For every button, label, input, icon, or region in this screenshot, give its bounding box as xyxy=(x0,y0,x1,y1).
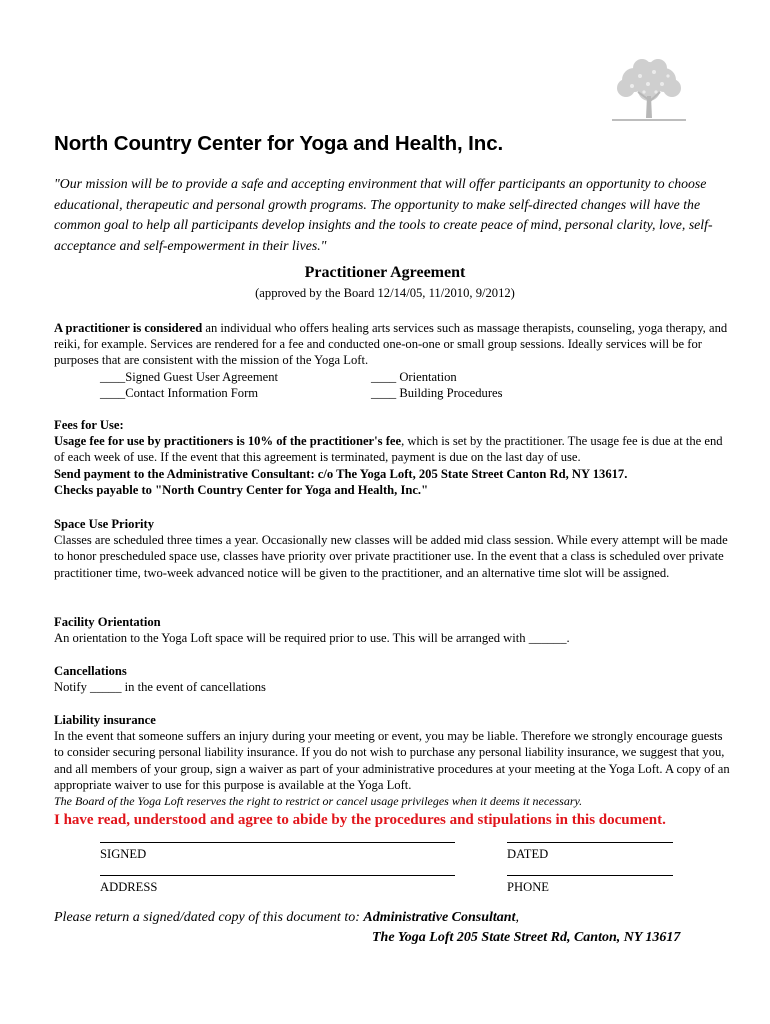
orientation-text: An orientation to the Yoga Loft space will be required prior to use. This will be arranged with ______. xyxy=(54,631,570,646)
practitioner-definition-lead: A practitioner is considered xyxy=(54,321,203,335)
organization-title: North Country Center for Yoga and Health, Inc. xyxy=(54,132,504,155)
address-line[interactable] xyxy=(100,875,455,876)
orientation-heading: Facility Orientation xyxy=(54,615,161,629)
checklist-item-guest-agreement: ____Signed Guest User Agreement xyxy=(100,370,279,384)
cancellations-text: Notify _____ in the event of cancellations xyxy=(54,680,266,695)
signed-label: SIGNED xyxy=(100,847,147,861)
return-recipient: Administrative Consultant xyxy=(363,910,516,925)
return-address: The Yoga Loft 205 State Street Rd, Canton, NY 13617 xyxy=(372,930,681,945)
fees-payment-address: Send payment to the Administrative Consultant: c/o The Yoga Loft, 205 State Street Canton Rd, NY 13617. xyxy=(54,466,628,481)
phone-label: PHONE xyxy=(507,880,549,894)
tree-icon xyxy=(604,56,694,128)
dated-label: DATED xyxy=(507,847,549,861)
space-use-text: Classes are scheduled three times a year. Occasionally new classes will be added mid class session. While every attempt will be made to honor prescheduled space use, classes have priority over private practitioner use. In the event that a class is scheduled over private practitioner time, two-week advanced notice will be given to the practitioner, and an alternative time slot will be assigned. xyxy=(54,533,728,580)
orientation-section xyxy=(54,614,734,646)
space-use-section xyxy=(54,516,734,581)
phone-line[interactable] xyxy=(507,875,673,876)
fees-checks-payable: Checks payable to "North Country Center for Yoga and Health, Inc." xyxy=(54,482,429,497)
date-line[interactable] xyxy=(507,842,673,843)
practitioner-definition xyxy=(54,320,734,369)
cancellations-heading: Cancellations xyxy=(54,664,127,678)
agreement-title: Practitioner Agreement xyxy=(304,264,466,281)
checklist-item-contact-form: ____Contact Information Form xyxy=(100,386,259,400)
return-suffix: , xyxy=(515,910,519,925)
liability-heading: Liability insurance xyxy=(54,713,156,727)
liability-section xyxy=(54,712,734,809)
checklist-item-orientation: ____ Orientation xyxy=(371,370,457,384)
fees-body xyxy=(54,433,734,465)
agreement-confirmation: I have read, understood and agree to abide by the procedures and stipulations in this document. xyxy=(54,812,666,828)
signature-line[interactable] xyxy=(100,842,455,843)
fees-rate: Usage fee for use by practitioners is 10% of the practitioner's fee xyxy=(54,434,402,449)
practitioner-definition-text: an individual who offers healing arts services such as massage therapists, counseling, yoga therapy, and reiki, for example. Services are rendered for a fee and conducted one-on-one or small group sessions. Ideally services will be for purposes that are consistent with the mission of the Yoga Loft. xyxy=(54,321,728,368)
fees-section xyxy=(54,417,734,498)
fees-text: , which is set by the practitioner. The usage fee is due at the end of each week of use. If the event that this agreement is terminated, payment is due on the last day of use. xyxy=(54,434,723,465)
cancellations-section xyxy=(54,663,734,695)
mission-statement: "Our mission will be to provide a safe and accepting environment that will offer participants an opportunity to choose educational, therapeutic and personal growth programs. The opportunity to make self-directed changes will have the common goal to help all participants develop insights and the tools to create peace of mind, personal clarity, love, self-acceptance and self-empowerment in their lives." xyxy=(54,176,713,253)
address-label: ADDRESS xyxy=(100,880,158,894)
fees-heading: Fees for Use: xyxy=(54,418,124,432)
checklist-item-building-procedures: ____ Building Procedures xyxy=(371,386,503,400)
approval-dates: (approved by the Board 12/14/05, 11/2010, 9/2012) xyxy=(255,286,515,300)
return-instructions xyxy=(54,909,519,927)
liability-text: In the event that someone suffers an injury during your meeting or event, you may be liable. Therefore we strongly encourage guests to consider securing personal liability insurance. If you do not wish to purchase any personal liability insurance, we suggest that you, and all members of your group, sign a waiver as part of your administrative procedures at your meeting at the Yoga Loft. A copy of an appropriate waiver to use for this purpose is available at the Yoga Loft. xyxy=(54,729,730,792)
board-note: The Board of the Yoga Loft reserves the right to restrict or cancel usage privileges when it deems it necessary. xyxy=(54,794,583,809)
return-prefix: Please return a signed/dated copy of this document to: xyxy=(54,910,364,925)
space-use-heading: Space Use Priority xyxy=(54,517,155,531)
